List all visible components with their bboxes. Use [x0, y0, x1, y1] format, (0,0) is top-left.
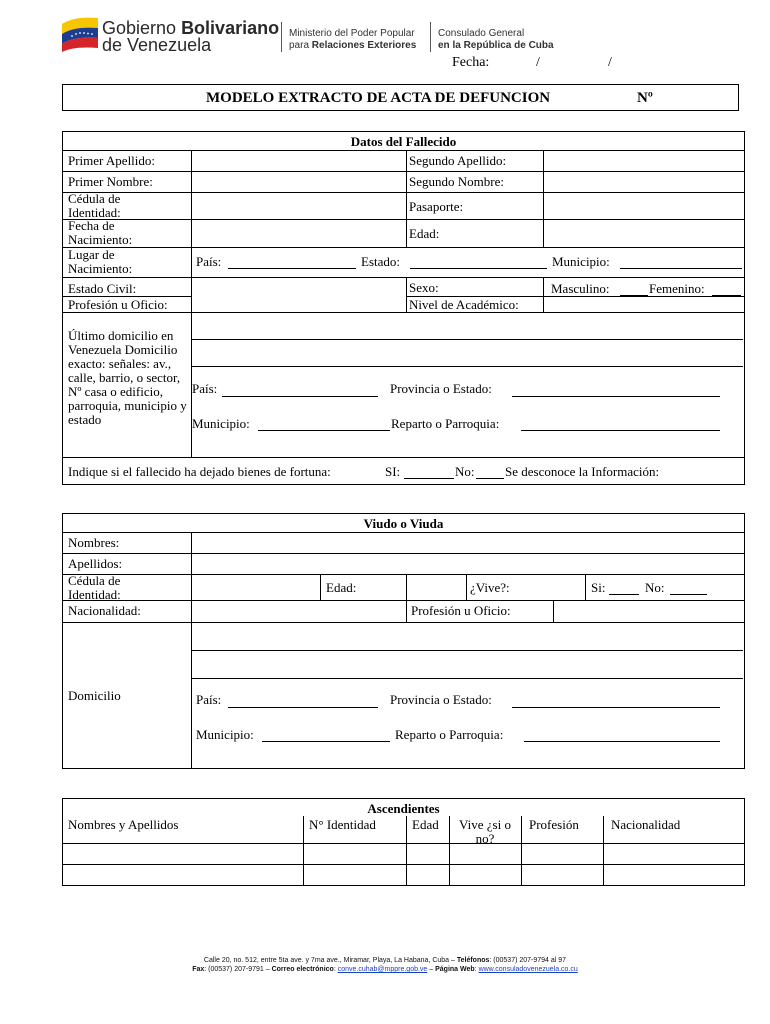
dom-provincia-line[interactable]: [512, 396, 720, 397]
viudo-profesion-input[interactable]: [554, 601, 744, 621]
bienes-no-line[interactable]: [476, 478, 504, 479]
nivel-label: Nivel de Académico:: [409, 297, 519, 312]
segundo-nombre-input[interactable]: [544, 172, 744, 191]
domicilio-line-2[interactable]: [191, 366, 743, 367]
dom-municipio-line[interactable]: [258, 430, 390, 431]
footer-colon-2: :: [474, 966, 479, 973]
domicilio-line-1[interactable]: [191, 339, 743, 340]
footer-colon: :: [333, 966, 338, 973]
gov-logo: [60, 14, 100, 52]
lugar-municipio-label: Municipio:: [552, 254, 610, 269]
lugar-estado-label: Estado:: [361, 254, 400, 269]
viudo-domicilio-line-1[interactable]: [191, 650, 743, 651]
cedula-label: Cédula de Identidad:: [68, 191, 121, 220]
bienes-si-line[interactable]: [404, 478, 454, 479]
col-nombres-apellidos: Nombres y Apellidos: [68, 817, 179, 832]
femenino-label: Femenino:: [649, 281, 705, 296]
fecha-label: Fecha:: [452, 55, 490, 70]
viudo-si-line[interactable]: [609, 594, 639, 595]
bienes-si-label: SI:: [385, 464, 401, 479]
fecha-nac-input[interactable]: [192, 220, 405, 246]
bienes-no-label: No:: [455, 464, 475, 479]
dom-municipio-label: Municipio:: [192, 416, 250, 431]
col-identidad: N° Identidad: [309, 817, 376, 832]
viudo-no-label: No:: [645, 580, 665, 595]
consulate-line1: Consulado General: [438, 28, 525, 39]
viudo-domicilio-label: Domicilio: [68, 688, 121, 703]
profesion-label: Profesión u Oficio:: [68, 297, 168, 312]
viudo-edad-label: Edad:: [326, 580, 357, 595]
footer-email-link[interactable]: conve.cuhab@mppre.gob.ve: [337, 966, 428, 973]
col-nacionalidad: Nacionalidad: [611, 817, 681, 832]
primer-apellido-input[interactable]: [192, 151, 405, 170]
lugar-nac-label: Lugar de Nacimiento:: [68, 247, 133, 276]
gov-line2: de Venezuela: [102, 35, 212, 55]
viudo-municipio-label: Municipio:: [196, 727, 254, 742]
viudo-apellidos-label: Apellidos:: [68, 556, 123, 571]
footer-phone: : (00537) 207-9794 al 97: [489, 957, 567, 964]
lugar-municipio-line[interactable]: [620, 268, 742, 269]
viudo-vive-label: ¿Vive?:: [470, 580, 510, 595]
edad-label: Edad:: [409, 226, 440, 241]
dom-reparto-label: Reparto o Parroquia:: [391, 416, 500, 431]
footer-web-link[interactable]: www.consuladovenezuela.co.cu: [478, 966, 578, 973]
segundo-apellido-input[interactable]: [544, 151, 744, 170]
footer-email-label: Correo electrónico: [271, 966, 334, 973]
bienes-desconoce-label: Se desconoce la Información:: [505, 464, 660, 479]
gov-line1-b: Bolivariano: [181, 18, 280, 38]
dom-pais-line[interactable]: [222, 396, 378, 397]
ascendientes-heading: Ascendientes: [367, 801, 440, 816]
footer-address: [60, 956, 710, 974]
sexo-label: Sexo:: [409, 280, 439, 295]
masculino-label: Masculino:: [551, 281, 610, 296]
segundo-nombre-label: Segundo Nombre:: [409, 174, 504, 189]
viudo-nombres-input[interactable]: [192, 533, 744, 552]
viudo-domicilio-line-2[interactable]: [191, 678, 743, 679]
domicilio-label: Último domicilio en Venezuela Domicilio exacto: señales: av., calle, barrio, o sector, Nº casa o edificio, parroquia, municipio y estado: [68, 328, 187, 427]
primer-nombre-label: Primer Nombre:: [68, 174, 153, 189]
col-edad: Edad: [412, 817, 439, 832]
pasaporte-input[interactable]: [544, 193, 744, 218]
viudo-nombres-label: Nombres:: [68, 535, 120, 550]
estado-civil-label: Estado Civil:: [68, 281, 137, 296]
segundo-apellido-label: Segundo Apellido:: [409, 153, 507, 168]
footer-fax: : (00537) 207-9791 –: [204, 966, 272, 973]
footer-web-label: Página Web: [435, 966, 475, 973]
primer-nombre-input[interactable]: [192, 172, 405, 191]
viudo-provincia-label: Provincia o Estado:: [390, 692, 492, 707]
consulate-name: [438, 28, 554, 52]
dom-reparto-line[interactable]: [521, 430, 720, 431]
pasaporte-label: Pasaporte:: [409, 199, 464, 214]
edad-input[interactable]: [544, 220, 744, 246]
viudo-no-line[interactable]: [670, 594, 707, 595]
footer-address-text: Calle 20, no. 512, entre 5ta ave. y 7ma ave., Miramar, Playa, La Habana, Cuba –: [203, 957, 457, 964]
ministry-name: [289, 28, 416, 52]
viudo-provincia-line[interactable]: [512, 707, 720, 708]
gov-name: [102, 20, 279, 54]
viudo-cedula-label: Cédula de Identidad:: [68, 573, 121, 602]
footer-fax-label: Fax: [192, 966, 205, 973]
viudo-reparto-line[interactable]: [524, 741, 720, 742]
ministry-line1: Ministerio del Poder Popular: [289, 28, 415, 39]
viudo-apellidos-input[interactable]: [192, 554, 744, 573]
fecha-nac-label: Fecha de Nacimiento:: [68, 218, 133, 247]
footer-phone-label: Teléfonos: [456, 957, 490, 964]
viudo-nacionalidad-label: Nacionalidad:: [68, 603, 141, 618]
viudo-si-label: Si:: [591, 580, 606, 595]
footer-dash: –: [427, 966, 436, 973]
lugar-pais-label: País:: [196, 254, 222, 269]
viudo-pais-line[interactable]: [228, 707, 378, 708]
ministry-line2-a: para: [289, 40, 312, 51]
fallecido-heading: Datos del Fallecido: [350, 134, 457, 149]
lugar-pais-line[interactable]: [228, 268, 356, 269]
venezuela-flag-icon: [60, 14, 100, 52]
viudo-reparto-label: Reparto o Parroquia:: [395, 727, 504, 742]
col-vive: Vive ¿si o no?: [459, 817, 511, 846]
viudo-municipio-line[interactable]: [262, 741, 390, 742]
viudo-pais-label: País:: [196, 692, 222, 707]
bienes-question: Indique si el fallecido ha dejado bienes de fortuna:: [68, 464, 331, 479]
fecha-slash-2: /: [608, 55, 612, 70]
lugar-estado-line[interactable]: [410, 268, 547, 269]
gov-line1-a: Gobierno: [102, 18, 182, 38]
col-profesion: Profesión: [529, 817, 579, 832]
viudo-nacionalidad-input[interactable]: [192, 601, 405, 621]
document-number-label: Nº: [637, 90, 653, 106]
primer-apellido-label: Primer Apellido:: [68, 153, 156, 168]
viudo-edad-input[interactable]: [407, 575, 465, 599]
consulate-line2: en la República de Cuba: [438, 40, 554, 51]
ministry-line2-b: Relaciones Exteriores: [311, 40, 417, 51]
header-divider: [281, 22, 282, 52]
cedula-input[interactable]: [192, 193, 405, 218]
dom-provincia-label: Provincia o Estado:: [390, 381, 492, 396]
dom-pais-label: País:: [192, 381, 218, 396]
header-divider-2: [430, 22, 431, 52]
ascendiente-row-1[interactable]: [63, 844, 744, 863]
document-title: MODELO EXTRACTO DE ACTA DE DEFUNCION: [206, 90, 551, 106]
ascendiente-row-2[interactable]: [63, 865, 744, 885]
viudo-profesion-label: Profesión u Oficio:: [411, 603, 511, 618]
fecha-slash-1: /: [536, 55, 540, 70]
viudo-heading: Viudo o Viuda: [363, 516, 444, 531]
viudo-cedula-input[interactable]: [192, 575, 319, 599]
